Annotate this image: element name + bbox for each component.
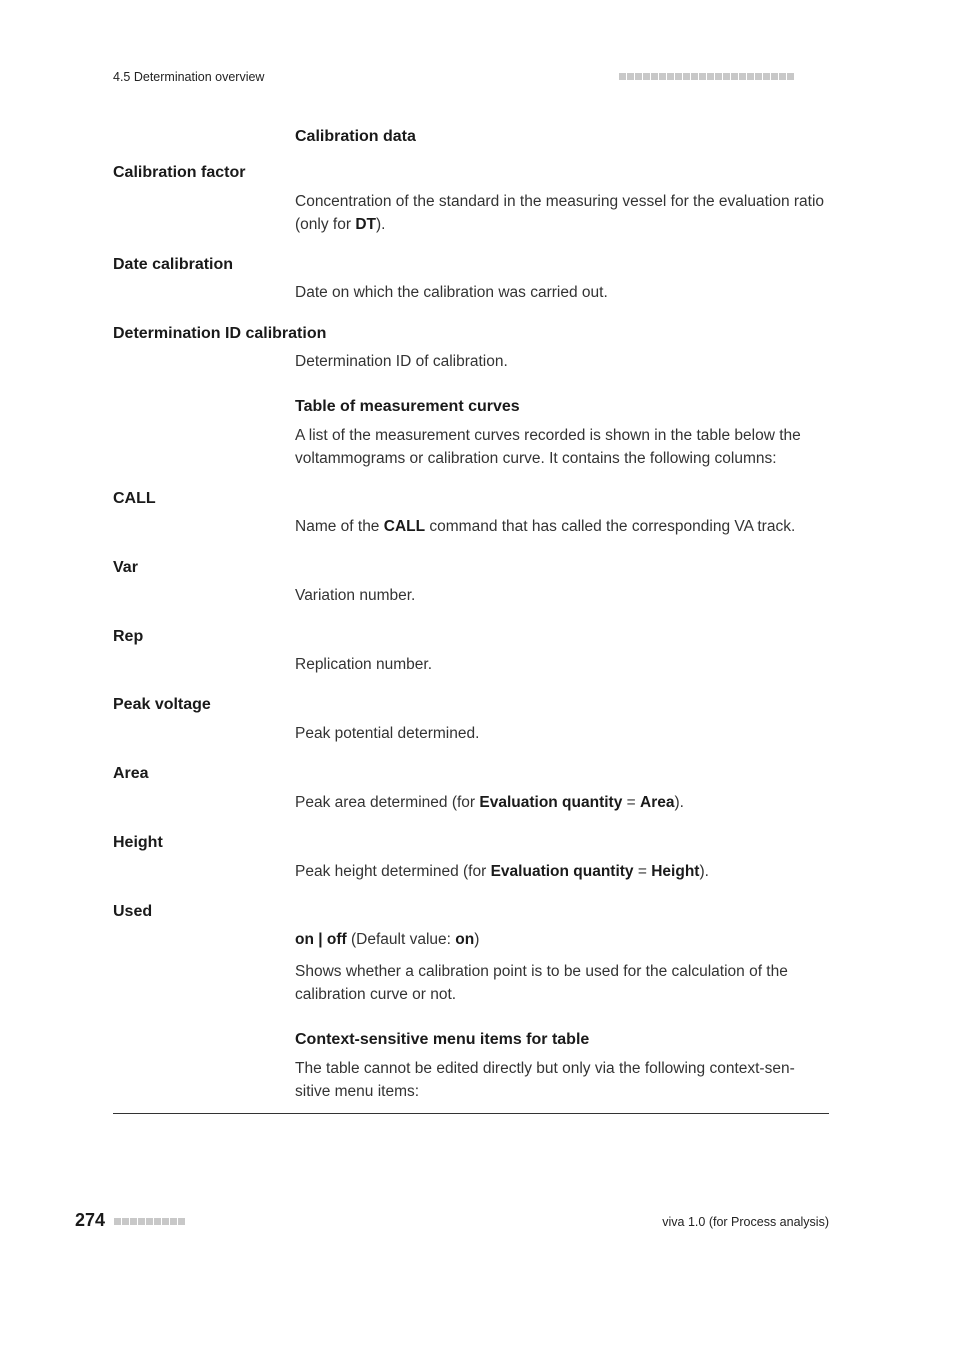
decor-square <box>667 73 674 80</box>
desc-used: Shows whether a calibration point is to be used for the calculation of the calibration curve or not. <box>295 963 788 1003</box>
term-var: Var <box>113 559 138 576</box>
decor-square <box>162 1218 169 1225</box>
decor-square <box>731 73 738 80</box>
decor-square <box>747 73 754 80</box>
decor-square <box>122 1218 129 1225</box>
decor-square <box>170 1218 177 1225</box>
decor-square <box>683 73 690 80</box>
header-decor-squares <box>619 73 794 80</box>
term-used: Used <box>113 903 153 920</box>
desc-calibration-factor: Concentration of the standard in the measuring vessel for the evaluation ratio (only for DT). <box>295 193 825 233</box>
desc-var: Variation number. <box>295 587 416 604</box>
decor-square <box>755 73 762 80</box>
section-title-table-of-measurement-curves: Table of measurement curves <box>295 398 520 415</box>
term-calibration-factor: Calibration factor <box>113 164 246 181</box>
term-rep: Rep <box>113 628 144 645</box>
desc-peak-voltage: Peak potential determined. <box>295 725 480 742</box>
decor-square <box>779 73 786 80</box>
decor-square <box>707 73 714 80</box>
section-title-calibration-data: Calibration data <box>295 128 416 145</box>
decor-square <box>699 73 706 80</box>
decor-square <box>787 73 794 80</box>
decor-square <box>659 73 666 80</box>
decor-square <box>691 73 698 80</box>
desc-context-menu: The table cannot be edited directly but only via the following context-sen- sitive menu items: <box>295 1060 795 1100</box>
decor-square <box>739 73 746 80</box>
term-call: CALL <box>113 490 156 507</box>
decor-square <box>723 73 730 80</box>
footer-decor-squares <box>114 1218 185 1225</box>
decor-square <box>154 1218 161 1225</box>
desc-table-intro: A list of the measurement curves recorded is shown in the table below the voltammograms or calibration curve. It contains the following columns: <box>295 427 801 467</box>
decor-square <box>643 73 650 80</box>
desc-determination-id-calibration: Determination ID of calibration. <box>295 353 508 370</box>
section-title-context-menu: Context-sensitive menu items for table <box>295 1031 590 1048</box>
decor-square <box>627 73 634 80</box>
decor-square <box>138 1218 145 1225</box>
desc-date-calibration: Date on which the calibration was carried out. <box>295 284 608 301</box>
section-end-rule <box>113 1113 829 1114</box>
desc-height: Peak height determined (for Evaluation quantity = Height). <box>295 863 709 880</box>
decor-square <box>130 1218 137 1225</box>
decor-square <box>771 73 778 80</box>
term-height: Height <box>113 834 163 851</box>
decor-square <box>715 73 722 80</box>
decor-square <box>146 1218 153 1225</box>
decor-square <box>114 1218 121 1225</box>
desc-call: Name of the CALL command that has called the corresponding VA track. <box>295 518 796 535</box>
term-date-calibration: Date calibration <box>113 256 234 273</box>
running-header-section: 4.5 Determination overview <box>113 70 265 84</box>
term-area: Area <box>113 765 149 782</box>
term-determination-id-calibration: Determination ID calibration <box>113 325 327 342</box>
decor-square <box>635 73 642 80</box>
page-number: 274 <box>75 1210 106 1230</box>
decor-square <box>619 73 626 80</box>
decor-square <box>675 73 682 80</box>
footer-product: viva 1.0 (for Process analysis) <box>662 1215 829 1229</box>
desc-area: Peak area determined (for Evaluation quantity = Area). <box>295 794 684 811</box>
used-values-default: on | off (Default value: on) <box>295 931 480 948</box>
decor-square <box>651 73 658 80</box>
term-peak-voltage: Peak voltage <box>113 696 211 713</box>
decor-square <box>178 1218 185 1225</box>
desc-rep: Replication number. <box>295 656 432 673</box>
decor-square <box>763 73 770 80</box>
